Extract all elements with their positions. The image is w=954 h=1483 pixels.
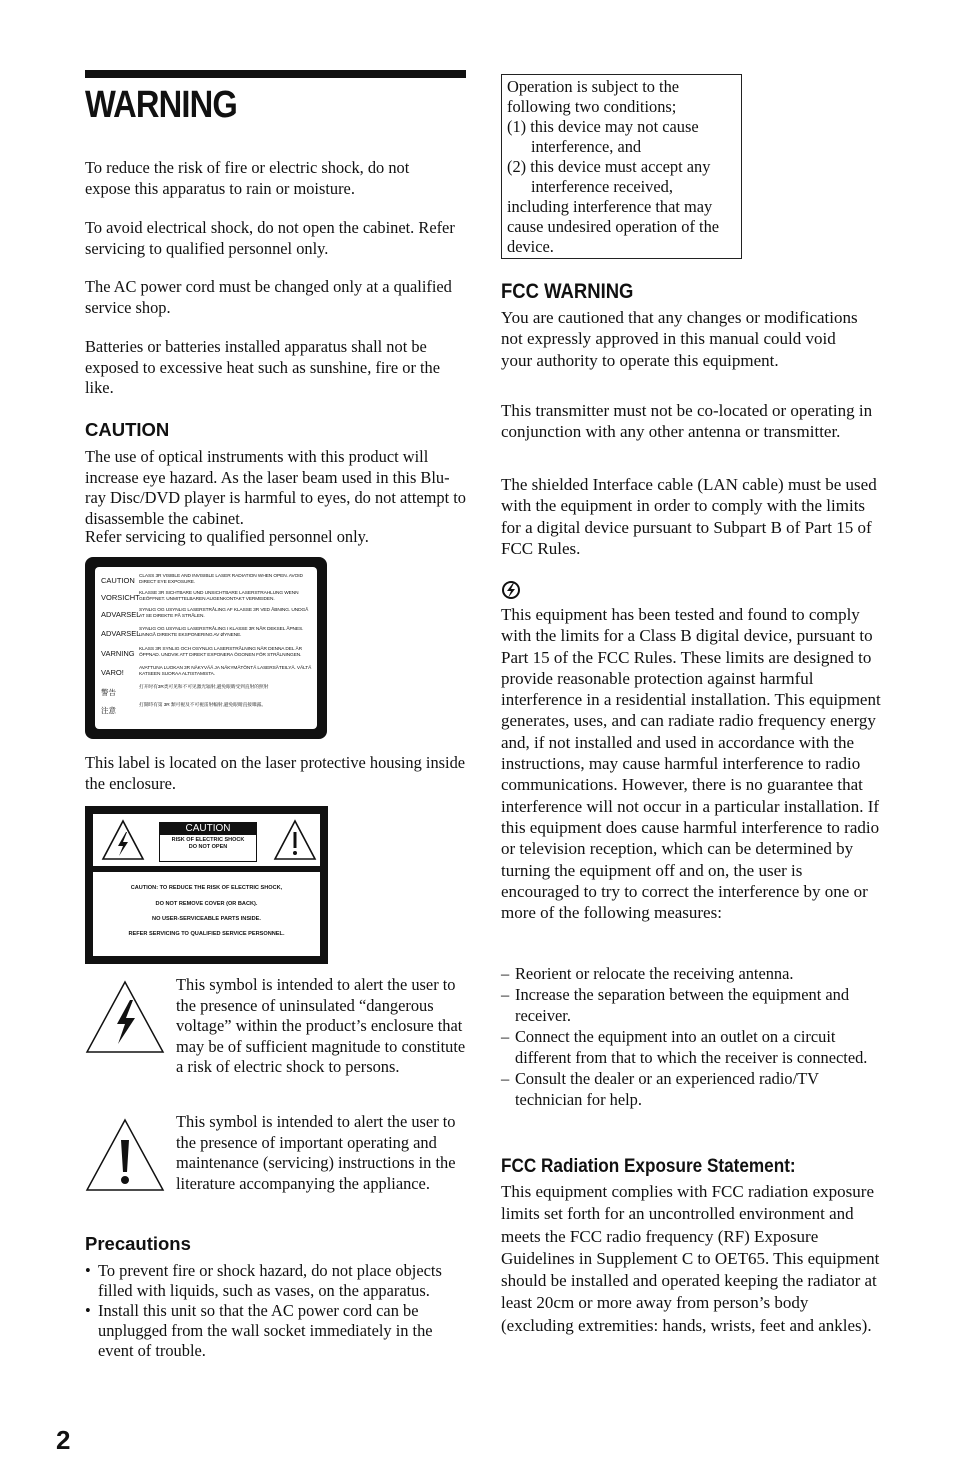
laser-label-language: ADVARSEL bbox=[101, 610, 141, 619]
laser-label-row bbox=[101, 666, 313, 686]
laser-label-language: CAUTION bbox=[101, 576, 135, 585]
warning-paragraph-1: To reduce the risk of fire or electric shock, do not expose this apparatus to rain or moisture. bbox=[85, 158, 410, 198]
laser-label-language: VARNING bbox=[101, 649, 135, 658]
shock-line-2: DO NOT REMOVE COVER (OR BACK). bbox=[155, 901, 258, 907]
conditions-intro: Operation is subject to the following two conditions; bbox=[507, 77, 680, 116]
symbol-1-description: This symbol is intended to alert the user to the presence of uninsulated “dangerous voltage” within the product’s enclosure that may be of sufficient magnitude to constitute a risk of electric shock to persons. bbox=[176, 975, 466, 1076]
operating-conditions-box bbox=[501, 74, 742, 259]
shock-line-3: NO USER-SERVICEABLE PARTS INSIDE. bbox=[152, 916, 261, 922]
precautions-heading: Precautions bbox=[85, 1233, 191, 1254]
precautions-list bbox=[85, 1261, 466, 1361]
laser-label-row bbox=[101, 647, 313, 667]
do-not-open-text: DO NOT OPEN bbox=[188, 844, 228, 850]
laser-label-row bbox=[101, 703, 313, 723]
risk-text: RISK OF ELECTRIC SHOCK bbox=[171, 837, 245, 843]
page-title: WARNING bbox=[85, 84, 237, 126]
caution-box bbox=[159, 822, 257, 862]
fcc-logo-icon bbox=[501, 580, 521, 600]
laser-label-row bbox=[101, 627, 313, 647]
condition-1: (1) this device may not cause bbox=[507, 117, 699, 136]
laser-label-language: ADVARSEL bbox=[101, 629, 141, 638]
dangerous-voltage-icon bbox=[85, 980, 165, 1054]
condition-1-cont: interference, and bbox=[531, 137, 642, 156]
laser-label-text: SYNLIG OG USYNLIG LASERSTRÅLING AF KLASSE 3R VED ÅBNING. UNDGÅ AT SE DIREKTE PÅ STRÅLEN. bbox=[139, 608, 309, 619]
fcc-paragraph-3: The shielded Interface cable (LAN cable) must be used with the equipment in order to comply with the limits for a digital device pursuant to Subpart B of Part 15 of FCC Rules. bbox=[501, 475, 877, 558]
warning-paragraph-3: The AC power cord must be changed only at a qualified service shop. bbox=[85, 277, 452, 317]
condition-2-cont: interference received, bbox=[531, 177, 673, 196]
list-item: – Increase the separation between the equipment and receiver. bbox=[501, 984, 881, 1026]
laser-warning-label bbox=[85, 557, 327, 739]
laser-label-text: SYNLIG OG USYNLIG LASERSTRÅLING I KLASSE 3R NÅR DEKSEL ÅPNES. UNNGÅ DIREKTE EKSPONERING AV ØYNENE. bbox=[139, 627, 304, 638]
caution-box-title: CAUTION bbox=[160, 823, 256, 835]
laser-label-text: KLASS 3R SYNLIG OCH OSYNLIG LASERSTRÅLNING NÄR DENNA DEL ÄR ÖPPNAD. UNDVIK ATT DIREKT EXPONERA ÖGONEN FÖR STRÅLNINGEN. bbox=[139, 647, 302, 658]
list-item: – Connect the equipment into an outlet on a circuit different from that to which the receiver is connected. bbox=[501, 1026, 881, 1068]
laser-label-language: VORSICHT bbox=[101, 593, 140, 602]
caution-paragraph: The use of optical instruments with this product will increase eye hazard. As the laser beam used in this Blu-ray Disc/DVD player is harmful to eyes, do not attempt to disassemble the cabinet. bbox=[85, 447, 466, 528]
warning-paragraph-4: Batteries or batteries installed apparatus shall not be exposed to excessive heat such as sunshine, fire or the like. bbox=[85, 337, 441, 397]
lightning-triangle-icon bbox=[101, 818, 145, 862]
laser-label-language: VARO! bbox=[101, 668, 124, 677]
list-item: – Consult the dealer or an experienced radio/TV technician for help. bbox=[501, 1068, 881, 1110]
laser-label-row bbox=[101, 685, 313, 705]
exclamation-triangle-icon bbox=[273, 818, 317, 862]
title-rule bbox=[85, 70, 466, 78]
fcc-paragraph-1: You are cautioned that any changes or modifications not expressly approved in this manual could void your authority to operate this equipment. bbox=[501, 308, 858, 370]
laser-label-text: 打开时有3R类可见和不可见激光辐射,避免眼睛受到直射的照射 bbox=[139, 685, 269, 690]
laser-label-text: AVATTUNA LUOKAN 3R NÄKYVÄÄ JA NÄKYMÄTÖNTÄ LASERSÄTEILYÄ. VÄLTÄ KATSEEN SUORAA ALTISTAMISTA. bbox=[139, 666, 312, 677]
fcc-warning-heading: FCC WARNING bbox=[501, 280, 634, 303]
interference-measures-list bbox=[501, 963, 881, 1110]
electric-shock-caution-label bbox=[85, 806, 328, 964]
list-item: • Install this unit so that the AC power cord can be unplugged from the wall socket immediately in the event of trouble. bbox=[85, 1301, 466, 1361]
shock-line-1: CAUTION: TO REDUCE THE RISK OF ELECTRIC SHOCK, bbox=[130, 885, 283, 891]
warning-paragraph-2: To avoid electrical shock, do not open the cabinet. Refer servicing to qualified personnel only. bbox=[85, 218, 455, 258]
fcc-paragraph-4: This equipment has been tested and found to comply with the limits for a Class B digital device, pursuant to Part 15 of the FCC Rules. These limits are designed to provide reasonable protection against harmful interference in a residential installation. This equipment generates, uses, and can radiate radio frequency energy and, if not installed and used in accordance with the instructions, may cause harmful interference to radio communications. However, there is no guarantee that interference will not occur in a particular installation. If this equipment does cause harmful interference to radio or television reception, which can be determined by turning the equipment off and on, the user is encouraged to try to correct the interference by one or more of the following measures: bbox=[501, 605, 881, 923]
laser-label-language: 注意 bbox=[101, 706, 116, 715]
fcc-paragraph-2: This transmitter must not be co-located or operating in conjunction with any other antenna or transmitter. bbox=[501, 401, 873, 442]
condition-2: (2) this device must accept any bbox=[507, 157, 711, 176]
caution-heading: CAUTION bbox=[85, 419, 170, 440]
exclamation-icon bbox=[85, 1118, 165, 1192]
shock-line-4: REFER SERVICING TO QUALIFIED SERVICE PERSONNEL. bbox=[128, 931, 285, 937]
laser-label-text: CLASS 3R VISIBLE AND INVISIBLE LASER RADIATION WHEN OPEN. AVOID DIRECT EYE EXPOSURE. bbox=[139, 574, 303, 585]
page-number: 2 bbox=[56, 1425, 71, 1455]
label-location-text: This label is located on the laser protective housing inside the enclosure. bbox=[85, 753, 466, 793]
symbol-2-description: This symbol is intended to alert the user to the presence of important operating and maintenance (servicing) instructions in the literature accompanying the appliance. bbox=[176, 1112, 456, 1193]
conditions-tail: including interference that may cause undesired operation of the device. bbox=[507, 197, 720, 256]
radiation-exposure-heading: FCC Radiation Exposure Statement: bbox=[501, 1155, 796, 1177]
radiation-exposure-paragraph: This equipment complies with FCC radiation exposure limits set forth for an uncontrolled environment and meets the FCC radio frequency (RF) Exposure Guidelines in Supplement C to OET65. This equipment should be installed and operated keeping the radiator at least 20cm or more away from person’s body (excluding extremities: hands, wrists, feet and ankles). bbox=[501, 1182, 880, 1335]
list-item: • To prevent fire or shock hazard, do not place objects filled with liquids, such as vases, on the apparatus. bbox=[85, 1261, 466, 1301]
laser-label-text: KLASSE 3R SICHTBARE UND UNSICHTBARE LASERSTRAHLUNG WENN GEÖFFNET. UNMITTELBAREN AUGENKONTAKT VERMEIDEN. bbox=[139, 591, 299, 602]
laser-label-language: 警告 bbox=[101, 688, 116, 697]
caution-paragraph-2: Refer servicing to qualified personnel only. bbox=[85, 527, 369, 546]
laser-label-text: 打開時有第 3R 類可視及不可視雷射輻射,避免眼睛直接曝露。 bbox=[139, 703, 267, 708]
laser-label-row bbox=[101, 608, 313, 628]
list-item: – Reorient or relocate the receiving antenna. bbox=[501, 963, 881, 984]
